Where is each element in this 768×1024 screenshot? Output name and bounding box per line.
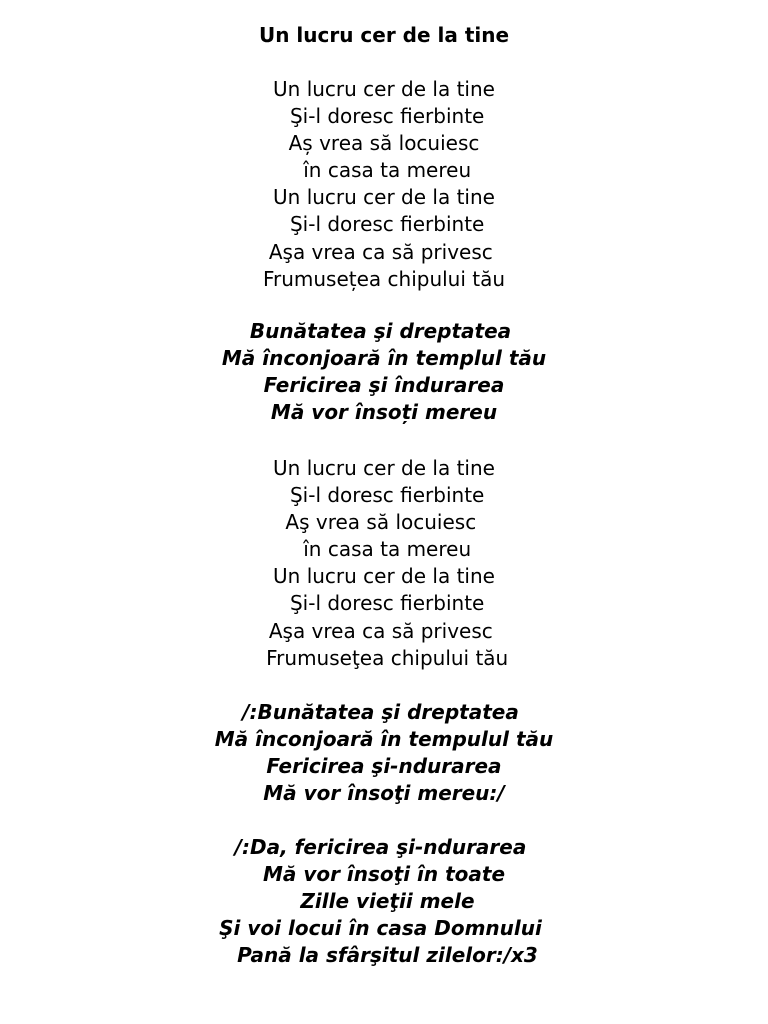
chorus-line: /:Da, fericirea şi-ndurarea [234,835,534,859]
lyric-line: Frumuseţea chipului tău [259,645,509,670]
lyric-line: Frumusețea chipului tău [262,266,506,291]
chorus-stanza-1 [0,318,768,426]
lyric-line: Aşa vrea ca să privesc [268,618,500,643]
lyric-line: Şi-l doresc fierbinte [283,483,485,508]
chorus-line: Mă vor însoţi în toate [262,862,506,887]
verse-stanza-2 [0,455,768,672]
lyric-line: Şi-l doresc fierbinte [283,104,485,129]
lyric-line: Aș vrea să locuiesc [288,131,480,156]
chorus-line: Fericirea şi-ndurarea [266,754,502,779]
lyric-line: Un lucru cer de la tine [273,564,495,589]
song-title: Un lucru cer de la tine [258,23,510,47]
chorus-stanza-2 [0,699,768,807]
chorus-line: Mă înconjoară în tempulul tău [214,727,554,752]
chorus-line: Bunătatea şi dreptatea [249,319,519,343]
lyric-line: Un lucru cer de la tine [273,77,495,101]
lyric-line: Un lucru cer de la tine [273,185,495,210]
verse-stanza-1 [0,76,768,293]
chorus-line: Mă vor însoți mereu [270,400,498,425]
chorus-line: Zille vieţii mele [293,889,475,914]
lyric-line: Şi-l doresc fierbinte [283,591,485,616]
chorus-line: Fericirea şi îndurarea [263,373,505,398]
chorus-stanza-3 [0,834,768,969]
lyric-line: în casa ta mereu [296,158,472,183]
lyric-line: în casa ta mereu [296,537,472,562]
lyric-line: Aş vrea să locuiesc [285,510,483,535]
chorus-line: Pană la sfârşitul zilelor:/x3 [230,943,538,968]
chorus-line: /:Bunătatea şi dreptatea [242,700,526,724]
chorus-line: Mă vor însoţi mereu:/ [263,781,505,806]
lyric-line: Un lucru cer de la tine [273,456,495,480]
lyric-line: Aşa vrea ca să privesc [268,239,500,264]
chorus-line: Mă înconjoară în templul tău [221,346,547,371]
lyric-line: Şi-l doresc fierbinte [283,212,485,237]
chorus-line: Şi voi locui în casa Domnului [219,916,549,941]
